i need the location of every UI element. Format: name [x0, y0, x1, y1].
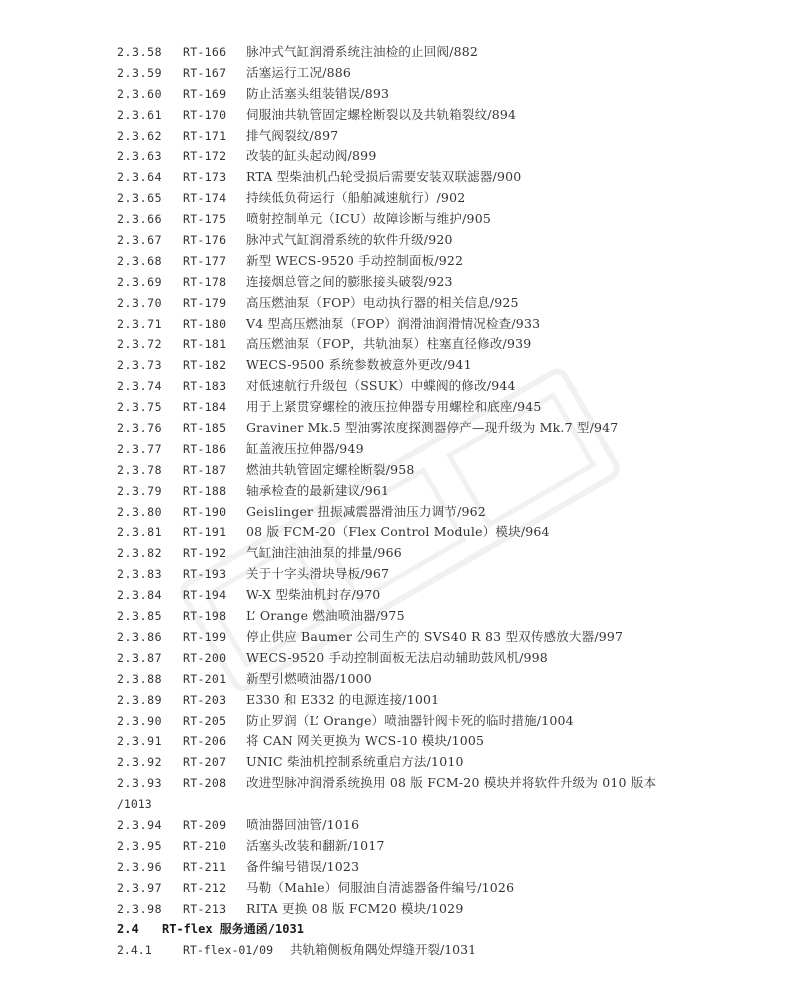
entry-code: RT-177: [183, 253, 227, 268]
entry-title: WECS-9520 手动控制面板无法启动辅助鼓风机/998: [246, 649, 548, 665]
entry-code: RT-205: [183, 713, 227, 728]
toc-entry: [0, 878, 796, 899]
entry-code: RT-171: [183, 128, 227, 143]
toc-entry: [0, 648, 796, 669]
section-title: RT-flex 服务通函/1031: [162, 922, 304, 937]
entry-number: 2.3.86: [117, 629, 163, 644]
entry-number: 2.3.71: [117, 316, 163, 331]
entry-number: 2.3.68: [117, 253, 163, 268]
entry-number: 2.3.66: [117, 212, 163, 227]
entry-number: 2.3.90: [117, 713, 163, 728]
entry-code: RT-172: [183, 149, 227, 164]
toc-entry: [0, 42, 796, 63]
toc-entry: [0, 105, 796, 126]
toc-entry: [0, 502, 796, 523]
entry-code: RT-207: [183, 755, 227, 770]
entry-title: W-X 型柴油机封存/970: [246, 587, 381, 603]
toc-entry: [0, 585, 796, 606]
toc-entry: [0, 272, 796, 293]
entry-code: RT-210: [183, 838, 227, 853]
entry-code: RT-208: [183, 776, 227, 791]
entry-number: 2.3.74: [117, 379, 163, 394]
toc-entry: [0, 606, 796, 627]
entry-number: 2.3.81: [117, 525, 163, 540]
entry-code: RT-188: [183, 483, 227, 498]
entry-code: RT-201: [183, 671, 227, 686]
toc-entry: [0, 376, 796, 397]
toc-entry: [0, 439, 796, 460]
entry-number: 2.3.91: [117, 734, 163, 749]
entry-code: RT-187: [183, 462, 227, 477]
entry-number: 2.3.92: [117, 755, 163, 770]
entry-title: 燃油共轨管固定螺栓断裂/958: [246, 461, 415, 477]
toc-entry: [0, 711, 796, 732]
subsection-entry: [0, 940, 796, 961]
entry-number: 2.3.77: [117, 441, 163, 456]
entry-number: 2.3.97: [117, 880, 163, 895]
entry-number: 2.3.79: [117, 483, 163, 498]
toc-entry: [0, 815, 796, 836]
entry-title: 新型 WECS-9520 手动控制面板/922: [246, 252, 464, 268]
entry-title: 连接烟总管之间的膨胀接头破裂/923: [246, 273, 453, 289]
entry-title: 气缸油注油油泵的排量/966: [246, 545, 402, 561]
entry-number: 2.3.87: [117, 650, 163, 665]
entry-title: 缸盖液压拉伸器/949: [246, 440, 364, 456]
entry-title: 脉冲式气缸润滑系统的软件升级/920: [246, 232, 453, 248]
entry-code: RT-180: [183, 316, 227, 331]
entry-number: 2.3.89: [117, 692, 163, 707]
entry-title: UNIC 柴油机控制系统重启方法/1010: [246, 754, 464, 770]
toc-entry: [0, 397, 796, 418]
entry-number: 2.3.63: [117, 149, 163, 164]
entry-title: 马勒（Mahle）伺服油自清滤器备件编号/1026: [246, 879, 515, 895]
entry-code: RT-170: [183, 107, 227, 122]
entry-title: RITA 更换 08 版 FCM20 模块/1029: [246, 900, 464, 916]
entry-code: RT-194: [183, 588, 227, 603]
entry-title: 新型引燃喷油器/1000: [246, 670, 372, 686]
entry-code: RT-167: [183, 65, 227, 80]
entry-title: Geislinger 扭振减震器滑油压力调节/962: [246, 503, 486, 519]
toc-entry: [0, 188, 796, 209]
entry-number: 2.3.94: [117, 817, 163, 832]
entry-code: RT-169: [183, 86, 227, 101]
entry-number: 2.3.84: [117, 588, 163, 603]
toc-entry: [0, 627, 796, 648]
entry-code: RT-206: [183, 734, 227, 749]
entry-code: RT-185: [183, 421, 227, 436]
entry-title: RTA 型柴油机凸轮受损后需要安装双联滤器/900: [246, 169, 522, 185]
entry-title: 停止供应 Baumer 公司生产的 SVS40 R 83 型双传感放大器/997: [246, 628, 624, 644]
entry-code: RT-184: [183, 400, 227, 415]
entry-title: 脉冲式气缸润滑系统注油检的止回阀/882: [246, 44, 479, 59]
toc-entry: [0, 209, 796, 230]
entry-code: RT-183: [183, 379, 227, 394]
entry-number: 2.3.83: [117, 567, 163, 582]
entry-code: RT-176: [183, 233, 227, 248]
entry-number: 2.3.65: [117, 191, 163, 206]
entry-code: RT-178: [183, 274, 227, 289]
section-number: 2.4: [117, 922, 139, 937]
entry-title: 备件编号错误/1023: [246, 858, 360, 874]
entry-number: 2.3.76: [117, 421, 163, 436]
entry-title: 持续低负荷运行（船舶减速航行）/902: [246, 190, 466, 206]
entry-title: 高压燃油泵（FOP，共轨油泵）柱塞直径修改/939: [246, 336, 532, 352]
toc-entry: [0, 460, 796, 481]
toc-entry: [0, 293, 796, 314]
continuation-page: /1013: [117, 797, 152, 812]
entry-number: 2.3.93: [117, 776, 163, 791]
toc-entry: [0, 690, 796, 711]
table-of-contents: [0, 42, 796, 961]
entry-title: 活塞头改装和翻新/1017: [246, 837, 385, 853]
entry-number: 2.3.67: [117, 233, 163, 248]
entry-title: 防止活塞头组装错误/893: [246, 85, 390, 101]
entry-number: 2.3.61: [117, 107, 163, 122]
entry-number: 2.3.69: [117, 274, 163, 289]
entry-number: 2.3.75: [117, 400, 163, 415]
toc-entry: [0, 564, 796, 585]
toc-entry: [0, 84, 796, 105]
entry-code: RT-182: [183, 358, 227, 373]
toc-entry: [0, 334, 796, 355]
entry-code: RT-190: [183, 504, 227, 519]
toc-entry: [0, 857, 796, 878]
toc-entry: [0, 355, 796, 376]
entry-title: 高压燃油泵（FOP）电动执行器的相关信息/925: [246, 294, 519, 310]
entry-title: L’ Orange 燃油喷油器/975: [246, 608, 405, 624]
toc-entry: [0, 752, 796, 773]
toc-entry: [0, 146, 796, 167]
toc-entry: [0, 251, 796, 272]
entry-number: 2.3.59: [117, 65, 163, 80]
entry-number: 2.3.85: [117, 609, 163, 624]
toc-entry: [0, 543, 796, 564]
entry-title: 喷油器回油管/1016: [246, 816, 360, 832]
entry-title: E330 和 E332 的电源连接/1001: [246, 691, 440, 707]
entry-code: RT-213: [183, 901, 227, 916]
toc-entry: [0, 773, 796, 794]
toc-entry: [0, 731, 796, 752]
entry-title: 对低速航行升级包（SSUK）中蝶阀的修改/944: [246, 378, 516, 394]
entry-code: RT-193: [183, 567, 227, 582]
entry-code: RT-173: [183, 170, 227, 185]
entry-title: 活塞运行工况/886: [246, 64, 352, 80]
entry-number: 2.3.72: [117, 337, 163, 352]
entry-code: RT-203: [183, 692, 227, 707]
entry-title: Graviner Mk.5 型油雾浓度探测器停产—现升级为 Mk.7 型/947: [246, 420, 619, 436]
entry-continuation: [0, 794, 796, 815]
entry-number: 2.3.58: [117, 45, 163, 59]
entry-code: RT-198: [183, 609, 227, 624]
entry-code: RT-211: [183, 859, 227, 874]
toc-entry: [0, 669, 796, 690]
entry-code: RT-186: [183, 441, 227, 456]
toc-entry: [0, 522, 796, 543]
entry-title: 轴承检查的最新建议/961: [246, 482, 390, 498]
entry-title: 喷射控制单元（ICU）故障诊断与维护/905: [246, 211, 492, 227]
toc-entry: [0, 167, 796, 188]
entry-code: RT-179: [183, 295, 227, 310]
toc-entry: [0, 230, 796, 251]
entry-title: 08 版 FCM-20（Flex Control Module）模块/964: [246, 524, 550, 540]
entry-code: RT-192: [183, 546, 227, 561]
entry-number: 2.3.73: [117, 358, 163, 373]
toc-entry: [0, 314, 796, 335]
entry-title: 排气阀裂纹/897: [246, 127, 339, 143]
entry-number: 2.3.96: [117, 859, 163, 874]
toc-entry: [0, 899, 796, 920]
entry-number: 2.3.80: [117, 504, 163, 519]
entry-number: 2.3.98: [117, 901, 163, 916]
entry-number: 2.3.70: [117, 295, 163, 310]
entry-code: RT-199: [183, 629, 227, 644]
entry-title: 将 CAN 网关更换为 WCS-10 模块/1005: [246, 733, 485, 749]
entry-number: 2.3.95: [117, 838, 163, 853]
entry-title: 用于上紧贯穿螺栓的液压拉伸器专用螺栓和底座/945: [246, 399, 542, 415]
entry-title: 伺服油共轨管固定螺栓断裂以及共轨箱裂纹/894: [246, 106, 517, 122]
entry-number: 2.3.82: [117, 546, 163, 561]
toc-entry: [0, 481, 796, 502]
entry-code: RT-200: [183, 650, 227, 665]
entry-code: RT-174: [183, 191, 227, 206]
entry-code: RT-175: [183, 212, 227, 227]
subsection-title: 共轨箱侧板角隅处焊缝开裂/1031: [290, 942, 477, 958]
entry-number: 2.3.64: [117, 170, 163, 185]
entry-number: 2.3.62: [117, 128, 163, 143]
subsection-number: 2.4.1: [117, 943, 152, 958]
toc-entry: [0, 63, 796, 84]
entry-number: 2.3.88: [117, 671, 163, 686]
entry-code: RT-191: [183, 525, 227, 540]
subsection-code: RT-flex-01/09: [183, 943, 274, 958]
section-heading: [0, 919, 796, 940]
toc-entry: [0, 126, 796, 147]
entry-code: RT-181: [183, 337, 227, 352]
entry-code: RT-209: [183, 817, 227, 832]
entry-code: RT-212: [183, 880, 227, 895]
toc-entry: [0, 418, 796, 439]
toc-entry: [0, 836, 796, 857]
entry-title: 改进型脉冲润滑系统换用 08 版 FCM-20 模块并将软件升级为 010 版本: [246, 775, 657, 791]
entry-title: 关于十字头滑块导板/967: [246, 566, 390, 582]
entry-title: 防止罗润（L’ Orange）喷油器针阀卡死的临时措施/1004: [246, 712, 574, 728]
entry-number: 2.3.78: [117, 462, 163, 477]
entry-title: 改装的缸头起动阀/899: [246, 148, 377, 164]
entry-title: WECS-9500 系统参数被意外更改/941: [246, 357, 472, 373]
entry-code: RT-166: [183, 45, 227, 59]
entry-title: V4 型高压燃油泵（FOP）润滑油润滑情况检查/933: [246, 315, 541, 331]
entry-number: 2.3.60: [117, 86, 163, 101]
